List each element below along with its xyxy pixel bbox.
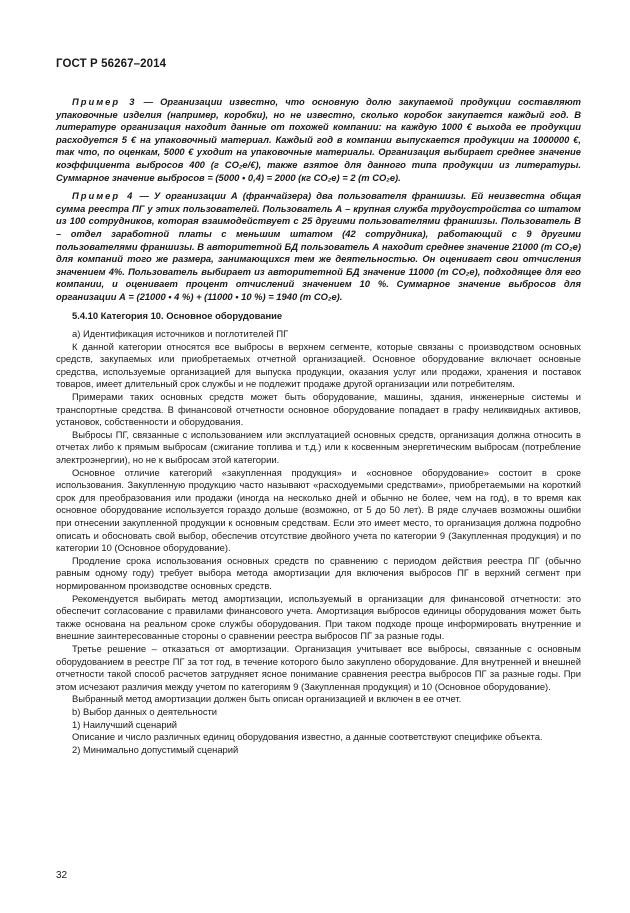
page-content <box>56 96 581 756</box>
paragraph: Продление срока использования основных средств по сравнению с периодом действия реестра ПГ (обычно равным одному году) требует выбора метода амортизации для включения выбросов ПГ в верхний сегмент при нормированном производстве основных средств. <box>56 554 581 591</box>
page-number: 32 <box>56 870 68 881</box>
paragraph: b) Выбор данных о деятельности <box>72 705 218 717</box>
paragraph: Описание и число различных единиц оборудования известно, а данные соответствуют специфике объекта. <box>72 731 543 743</box>
example-3-label: Пример 3 <box>72 96 137 107</box>
paragraph: 2) Минимально допустимый сценарий <box>72 743 239 755</box>
section-title: 5.4.10 Категория 10. Основное оборудование <box>72 309 283 321</box>
example-3 <box>56 96 581 184</box>
example-3-text: — Организации известно, что основную долю закупаемой продукции составляют упаковочные изделия (например, коробки), но не известно, сколько коробок закупается каждый год. В литературе организация находит данные от похожей компании: на каждую 1000 € выхода ее продукции расходуется 5 € на упаковочный материал. Каждый год в компании выпускается продукции на 1000000 €, так что, по оценкам, 5000 € уходит на упаковочные материалы. Организация выбирает среднее значение коэффициента выбросов 400 (г CO₂e/€), также взятое для данного типа продукции из литературы. Суммарное значение выбросов = (5000 • 0,4) = 2000 (кг CO₂e) = 2 (т CO₂e). <box>56 96 582 183</box>
paragraph: а) Идентификация источников и поглотителей ПГ <box>72 328 289 340</box>
paragraph: Рекомендуется выбирать метод амортизации, используемый в организации для финансовой отчетности: это обеспечит согласование с правилами финансового учета. Амортизация выбросов единицы оборудования может быть также основана на реальном сроке службы оборудования. При таком подходе проще информировать внутренние и внешние заинтересованные стороны о сравнении реестра выбросов ПГ за разные годы. <box>56 592 581 642</box>
paragraph: Выбранный метод амортизации должен быть описан организацией и включен в ее отчет. <box>72 693 462 705</box>
example-4-label: Пример 4 <box>72 190 135 202</box>
paragraph: Третье решение – отказаться от амортизации. Организация учитывает все выбросы, связанные с основным оборудованием в реестре ПГ за тот год, в течение которого было закуплено оборудование. Для внутренней и внешней отчетности такой способ расчетов затрудняет ясное понимание сравнения реестра выбросов ПГ за разные годы. При этом исчезают различия между учетом по категориям 9 (Закупленная продукция) и 10 (Основное оборудование). <box>56 642 581 692</box>
example-4-text: — У организации А (франчайзера) два пользователя франшизы. Ей неизвестна общая сумма реестра ПГ у этих пользователей. Пользователь А – крупная служба трудоустройства со штатом из 100 сотрудников, которая взаимодействует с 25 другими пользователями франшизы. Пользователь В – отдел заработной платы с меньшим штатом (42 сотрудника), работающий с 9 другими пользователями франшизы. В авторитетной БД пользователь А находит среднее значение 21000 (т CO₂e) для компаний того же размера, занимающихся тем же деятельностью. Он оценивает свои отчисления значением 4%. Пользователь выбирает из авторитетной БД значение 11000 (т CO₂e), подходящее для его компании, и оценивает процент отчислений значением 10 %. Суммарное значение выбросов для организации А = (21000 • 4 %) + (11000 • 10 %) = 1940 (т CO₂e). <box>56 190 581 302</box>
paragraph: Выбросы ПГ, связанные с использованием или эксплуатацией основных средств, организация должна относить в отчетах либо к прямым выбросам (сжигание топлива и т.д.) или к косвенным энергетическим выбросам (потребление электроэнергии), но не к выбросам этой категории. <box>56 428 581 466</box>
example-4 <box>56 190 581 303</box>
paragraph: К данной категории относятся все выбросы в верхнем сегменте, которые связаны с производством основных средств, закупаемых или приобретаемых отчетной организацией. Основное оборудование включает основные средства, используемые организацией для выпуска продукции, оказания услуг или продажи, хранения и поставок товаров, имеет длительный срок службы и не подлежит продаже другой организации или потребителям. <box>56 340 581 390</box>
paragraph: 1) Наилучший сценарий <box>72 718 178 730</box>
paragraph: Примерами таких основных средств может быть оборудование, машины, здания, инженерные системы и транспортные средства. В финансовой отчетности основное оборудование попадает в графу неликвидных активов, установок, собственности и оборудования. <box>56 391 581 428</box>
standard-header: ГОСТ Р 56267–2014 <box>56 58 167 70</box>
paragraph: Основное отличие категорий «закупленная продукция» и «основное оборудование» состоит в сроке использования. Закупленную продукцию часто называют «расходуемыми средствами», приобретаемыми на короткий срок для преобразования или продажи (иногда на несколько дней и обычно не более, чем на год), в то время как основное оборудование используется гораздо дольше (возможно, от 5 до 50 лет). В ряде случаев возможны ошибки при отнесении закупленной продукции к основным средствам. Если это имеет место, то организация должна подробно описать и обосновать свой выбор, обеспечив отсутствие двойного учета по категории 9 (Закупленная продукция) и по категории 10 (Основное оборудование). <box>56 466 581 554</box>
